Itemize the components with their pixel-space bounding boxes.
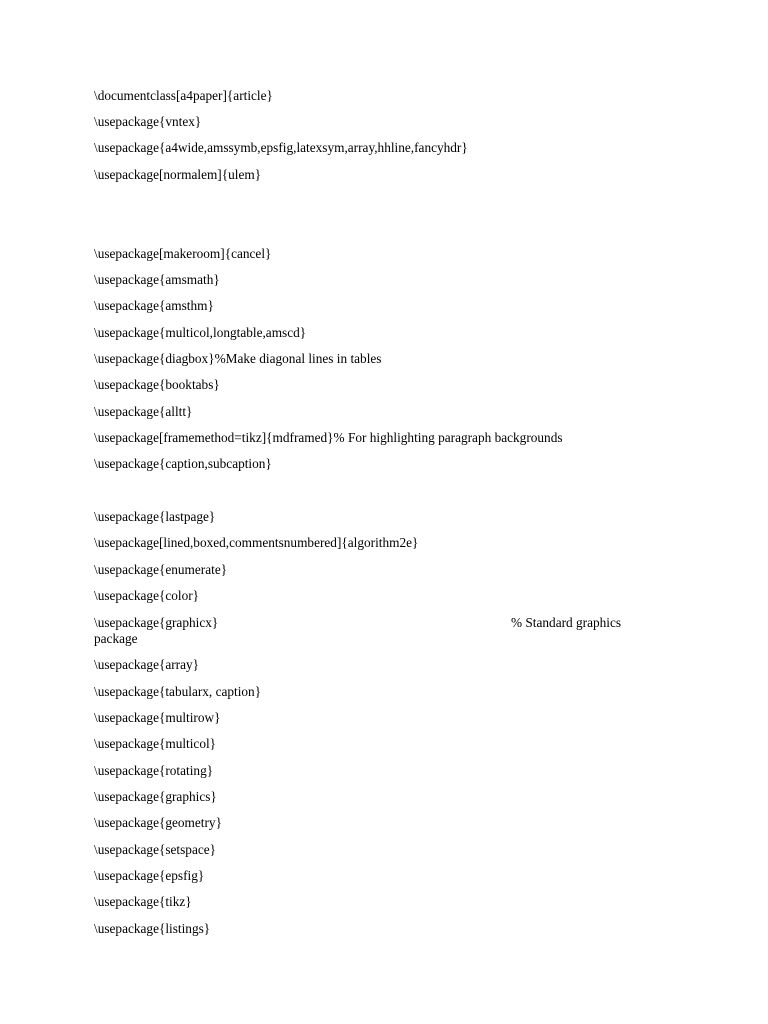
graphicx-command: \usepackage{graphicx} <box>94 615 219 630</box>
code-line-listings: \usepackage{listings} <box>94 921 211 936</box>
code-line-alltt: \usepackage{alltt} <box>94 404 193 419</box>
code-line-a4wide: \usepackage{a4wide,amssymb,epsfig,latexsym,array,hhline,fancyhdr} <box>94 140 468 155</box>
code-line-enumerate: \usepackage{enumerate} <box>94 562 228 577</box>
code-line-documentclass: \documentclass[a4paper]{article} <box>94 88 273 103</box>
code-line-vntex: \usepackage{vntex} <box>94 114 202 129</box>
code-line-graphics: \usepackage{graphics} <box>94 789 217 804</box>
code-line-diagbox: \usepackage{diagbox}%Make diagonal lines in tables <box>94 351 382 366</box>
code-line-booktabs: \usepackage{booktabs} <box>94 377 220 392</box>
code-line-setspace: \usepackage{setspace} <box>94 842 217 857</box>
code-line-rotating: \usepackage{rotating} <box>94 763 214 778</box>
code-line-array: \usepackage{array} <box>94 657 200 672</box>
code-line-amsthm: \usepackage{amsthm} <box>94 298 214 313</box>
code-line-mdframed: \usepackage[framemethod=tikz]{mdframed}% For highlighting paragraph backgrounds <box>94 430 563 445</box>
graphicx-comment: % Standard graphics <box>511 615 622 630</box>
code-line-multicol-longtable: \usepackage{multicol,longtable,amscd} <box>94 325 307 340</box>
code-line-caption-subcaption: \usepackage{caption,subcaption} <box>94 456 272 471</box>
code-line-lastpage: \usepackage{lastpage} <box>94 509 216 524</box>
code-line-amsmath: \usepackage{amsmath} <box>94 272 220 287</box>
code-line-tikz: \usepackage{tikz} <box>94 894 192 909</box>
code-line-geometry: \usepackage{geometry} <box>94 815 222 830</box>
code-line-epsfig: \usepackage{epsfig} <box>94 868 205 883</box>
code-line-ulem: \usepackage[normalem]{ulem} <box>94 167 262 182</box>
code-line-algorithm2e: \usepackage[lined,boxed,commentsnumbered]{algorithm2e} <box>94 535 419 550</box>
code-line-graphicx <box>94 615 634 649</box>
code-line-tabularx: \usepackage{tabularx, caption} <box>94 684 262 699</box>
graphicx-comment-wrap: package <box>94 631 138 646</box>
code-line-multirow: \usepackage{multirow} <box>94 710 221 725</box>
code-line-cancel: \usepackage[makeroom]{cancel} <box>94 246 272 261</box>
code-line-multicol: \usepackage{multicol} <box>94 736 217 751</box>
code-line-color: \usepackage{color} <box>94 588 200 603</box>
